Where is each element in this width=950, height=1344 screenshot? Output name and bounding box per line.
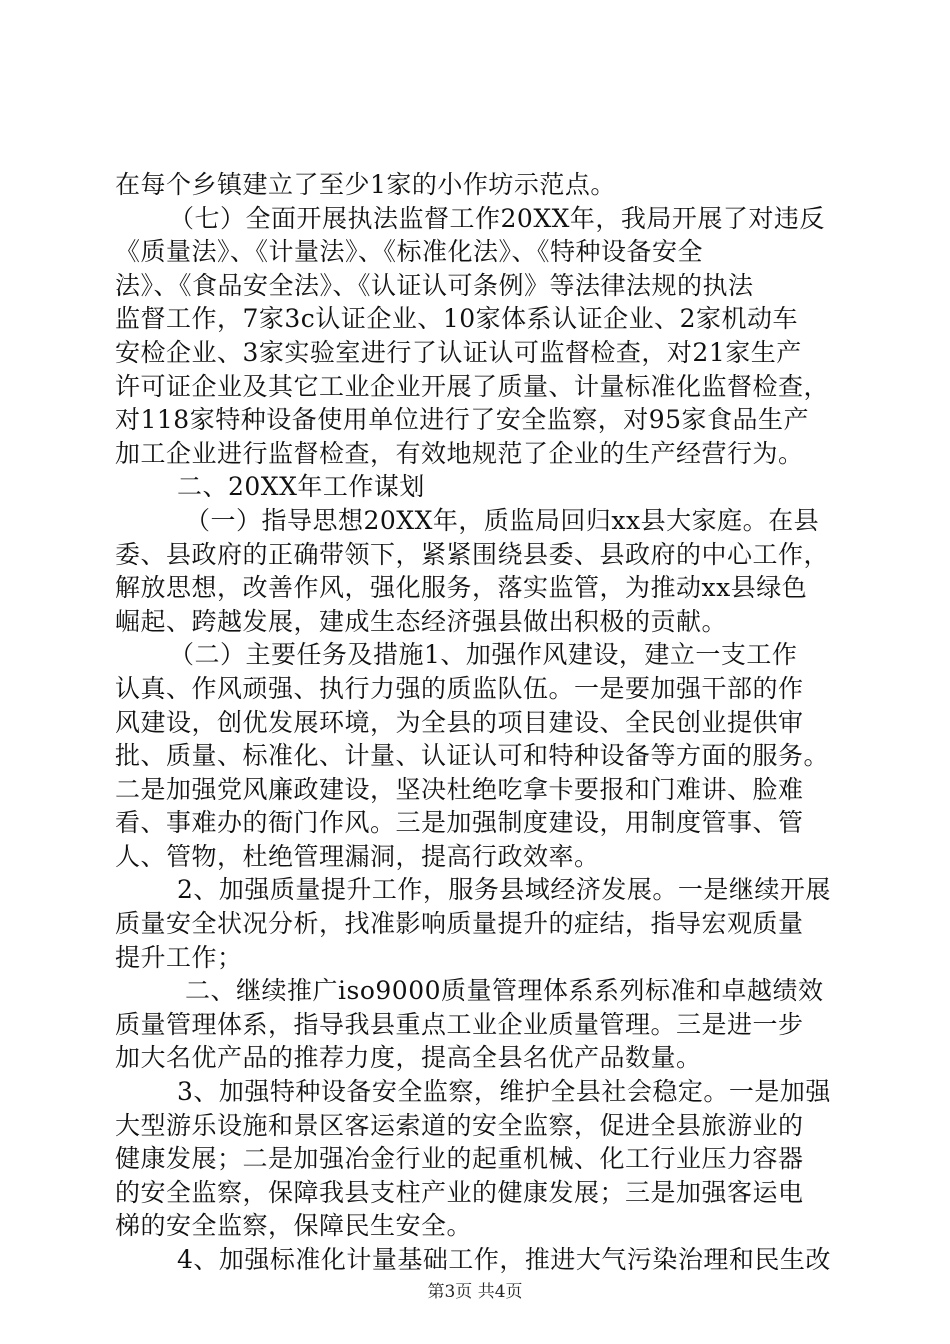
text-line: 认真、作风顽强、执行力强的质监队伍。一是要加强干部的作 — [115, 673, 804, 703]
text-line: （七）全面开展执法监督工作20XX年，我局开展了对违反 — [169, 203, 825, 233]
text-line: （一）指导思想20XX年，质监局回归xx县大家庭。在县 — [185, 505, 820, 535]
text-line: 加工企业进行监督检查，有效地规范了企业的生产经营行为。 — [115, 438, 804, 468]
text-line: 崛起、跨越发展，建成生态经济强县做出积极的贡献。 — [115, 606, 728, 636]
text-line: 人、管物，杜绝管理漏洞，提高行政效率。 — [115, 841, 600, 871]
text-line: 批、质量、标准化、计量、认证认可和特种设备等方面的服务。 — [115, 741, 830, 771]
text-line: 4、加强标准化计量基础工作，推进大气污染治理和民生改 — [177, 1245, 831, 1274]
text-line: 加大名优产品的推荐力度，提高全县名优产品数量。 — [115, 1043, 702, 1073]
text-line: 在每个乡镇建立了至少1家的小作坊示范点。 — [115, 170, 616, 199]
text-line: 质量管理体系，指导我县重点工业企业质量管理。三是进一步 — [115, 1009, 804, 1039]
text-line: 风建设，创优发展环境，为全县的项目建设、全民创业提供审 — [115, 707, 804, 737]
page-number-label: 第3页 共4页 — [427, 1282, 523, 1302]
text-line: 法》、《食品安全法》、《认证认可条例》等法律法规的执法 — [115, 270, 754, 300]
text-line: 2、加强质量提升工作，服务县域经济发展。一是继续开展 — [177, 875, 831, 905]
text-line: 许可证企业及其它工业企业开展了质量、计量标准化监督检查， — [115, 371, 830, 401]
text-line: 提升工作； — [115, 942, 243, 972]
text-line: 对118家特种设备使用单位进行了安全监察，对95家食品生产 — [115, 405, 810, 435]
text-line: 的安全监察，保障我县支柱产业的健康发展；三是加强客运电 — [115, 1177, 804, 1207]
text-line: 大型游乐设施和景区客运索道的安全监察，促进全县旅游业的 — [115, 1110, 804, 1140]
text-line: 二、20XX年工作谋划 — [177, 472, 425, 502]
text-line: 二是加强党风廉政建设，坚决杜绝吃拿卡要报和门难讲、脸难 — [115, 774, 804, 804]
text-line: 3、加强特种设备安全监察，维护全县社会稳定。一是加强 — [177, 1077, 831, 1107]
text-line: （二）主要任务及措施1、加强作风建设，建立一支工作 — [169, 640, 798, 670]
text-line: 二、继续推广iso9000质量管理体系系列标准和卓越绩效 — [185, 976, 824, 1006]
text-line: 解放思想，改善作风，强化服务，落实监管，为推动xx县绿色 — [115, 573, 808, 603]
text-line: 委、县政府的正确带领下，紧紧围绕县委、县政府的中心工作， — [115, 539, 830, 569]
text-line: 看、事难办的衙门作风。三是加强制度建设，用制度管事、管 — [115, 808, 804, 838]
text-line: 健康发展；二是加强冶金行业的起重机械、化工行业压力容器 — [115, 1144, 804, 1174]
text-line: 《质量法》、《计量法》、《标准化法》、《特种设备安全 — [115, 237, 704, 267]
text-line: 安检企业、3家实验室进行了认证认可监督检查，对21家生产 — [115, 337, 802, 367]
page-footer — [0, 1281, 950, 1303]
text-line: 监督工作，7家3c认证企业、10家体系认证企业、2家机动车 — [115, 304, 799, 334]
document-body — [115, 168, 845, 1277]
text-line: 梯的安全监察，保障民生安全。 — [115, 1211, 473, 1241]
text-line: 质量安全状况分析，找准影响质量提升的症结，指导宏观质量 — [115, 909, 804, 939]
